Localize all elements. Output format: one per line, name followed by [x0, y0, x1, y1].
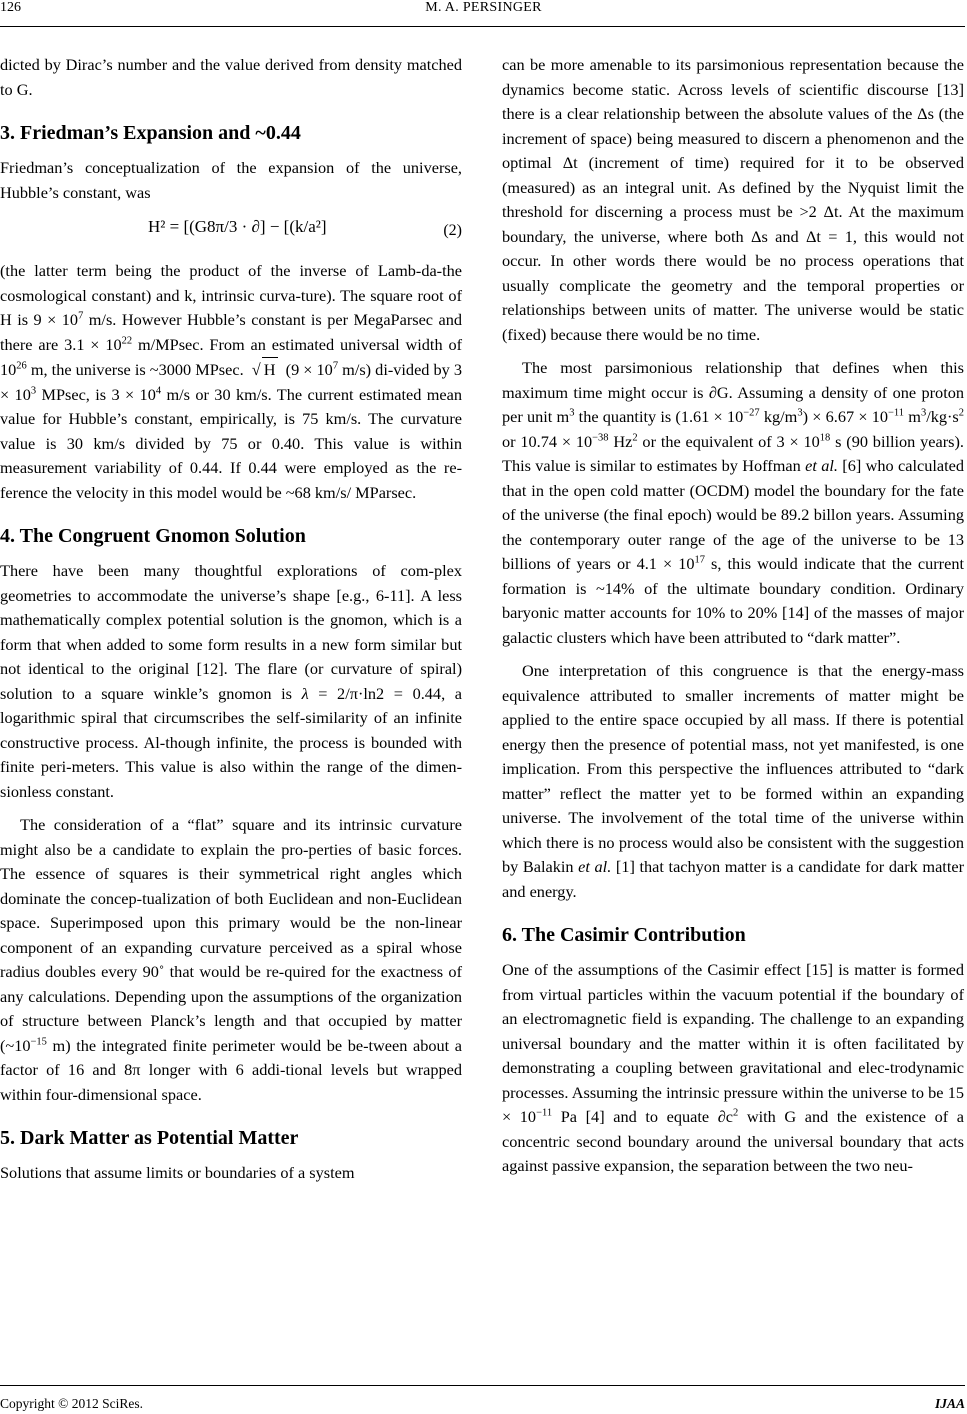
- paragraph: can be more amenable to its parsimonious representation because the dynamics become static. Across levels of scientific discourse [13] there is a clear relationship between the absolute values of the Δs (the increment of space) being measured to discern a phenomenon and the optimal Δt (increment of time) required for it to be observed (measured) as an integral unit. As defined by the Nyquist limit the threshold for discerning a process must be >2 Δt. At the maximum boundary, the universe, where both Δs and Δt = 1, this would not occur. In other words there would be no process operations that usually complicate the geometry and the temporal properties or relationships between units of matter. The universe would be static (fixed) because there would be no time.: [502, 55, 964, 344]
- section-heading-4: 4. The Congruent Gnomon Solution: [0, 525, 306, 547]
- paragraph: Friedman’s conceptualization of the expansion of the universe, Hubble’s constant, was: [0, 158, 462, 202]
- footer-copyright: Copyright © 2012 SciRes.: [0, 1396, 144, 1411]
- section-heading-3: 3. Friedman’s Expansion and ~0.44: [0, 122, 301, 144]
- left-column: [0, 53, 462, 1186]
- paragraph: (the latter term being the product of the inverse of Lamb-da-the cosmological constant) and k, intrinsic curva-ture). The square root of H is $9 \times 10^7$ m/s. However Hubble’s constant is per MegaParsec and there are $3.1 \times 10^{22}$ m/MPsec. From an estimated universal width of $10^{26}$ m, the universe is ~3000 MPsec. √ H ($9 \times 10^7$ m/s) di-vided by $3 \times 10^3$ MPsec, is $3 \times 10^4$ m/s or 30 km/s. The current estimated mean value for Hubble’s constant, empirically, is 75 km/s. The curvature value is 30 km/s divided by 75 or 0.40. This value is within measurement variability of 0.44. If 0.44 were employed as the re-ference the velocity in this model would be ~68 km/s/ MParsec.: [0, 261, 463, 502]
- right-column: [502, 53, 964, 1179]
- header-rule: [0, 26, 965, 27]
- footer-journal: IJAA: [934, 1396, 965, 1411]
- running-header-author: M. A. PERSINGER: [425, 0, 542, 15]
- equation-expression: H² = [(G8π/3 · ∂] − [(k/a²]: [148, 217, 327, 236]
- paragraph: There have been many thoughtful explorations of com-plex geometries to accommodate the universe’s shape [e.g., 6-11]. A less mathematically complex potential solution is the gnomon, which is a form that when added to some form results in a new form similar but not identical to the original [12]. The flare (or curvature of spiral) solution to a square winkle’s gnomon is λ = 2/π·ln2 = 0.44, a logarithmic spiral that circumscribes the self-similarity of an infinite constructive process. Al-though infinite, the process is bounded with finite peri-meters. This value is also within the range of the dimen-sionless constant.: [0, 561, 462, 801]
- page-number: 126: [0, 0, 21, 15]
- paragraph: dicted by Dirac’s number and the value derived from density matched to G.: [0, 55, 462, 99]
- footer-rule: [0, 1385, 965, 1386]
- equation-number: (2): [443, 222, 462, 239]
- paragraph: One interpretation of this congruence is that the energy-mass equivalence attributed to smaller increments of matter might be applied to the entire space occupied by all mass. If there is potential energy then the presence of potential mass, not yet manifested, is one implication. From this perspective the influences attributed to “dark matter” reflect the matter yet to be formed within an expanding universe. The involvement of the total time of the universe within which there is no process would also be consistent with the suggestion by Balakin et al. [1] that tachyon matter is a candidate for dark matter and energy.: [502, 661, 964, 901]
- section-heading-5: 5. Dark Matter as Potential Matter: [0, 1127, 299, 1149]
- paragraph: The most parsimonious relationship that defines when this maximum time might occur is ∂G. Assuming a density of one proton per unit $m^3$ the quantity is ($1.61 \times 10^{-27}$ $kg/m^3) \times 6.67 \times 10^{-11}$ $m^3/kg\cdot s^2$ or $10.74 \times 10^{-38}$ Hz$^2$ or the equivalent of $3 \times 10^{18}$ s (90 billion years). This value is similar to estimates by Hoffman et al. [6] who calculated that in the open cold matter (OCDM) model the boundary for the fate of the universe (the final epoch) would be 89.2 billon years. Assuming the contemporary outer range of the age of the universe to be 13 billions of years or $4.1 \times 10^{17}$ s, this would indicate that the current formation is ~14% of the ultimate boundary condition. Ordinary baryonic matter accounts for 10% to 20% [14] of the masses of major galactic clusters which have been attributed to “dark matter”.: [502, 358, 965, 647]
- equation-2: [0, 209, 462, 251]
- paragraph: Solutions that assume limits or boundaries of a system: [0, 1163, 355, 1182]
- paragraph: The consideration of a “flat” square and its intrinsic curvature might also be a candidate to explain the pro-perties of basic forces. The essence of squares is their symmetrical right angles which dominate the concep-tualization of both Euclidean and non-Euclidean space. Superimposed upon this primary would be the non-linear component of an expanding curvature perceived as a spiral whose radius doubles every 90˚ that would be re-quired for the exactness of any calculations. Depending upon the assumptions of the organization of structure between Planck’s length and that occupied by matter ($\sim 10^{-15}$ m) the integrated finite perimeter would be be-tween about a factor of 16 and 8π longer with 6 addi-tional levels but wrapped within four-dimensional space.: [0, 815, 462, 1104]
- section-heading-6: 6. The Casimir Contribution: [502, 924, 746, 946]
- paragraph: One of the assumptions of the Casimir effect [15] is matter is formed from virtual particles within the vacuum potential if the boundary of an electromagnetic field is expanding. The challenge to an expanding universal boundary and the matter within it is often facilitated by demonstrating a coupling between gravitational and elec-trodynamic processes. Assuming the intrinsic pressure within the universe to be $15 \times 10^{-11}$ Pa [4] and to equate $\partial c^2$ with G and the existence of a concentric second boundary around the universal boundary that acts against passive expansion, the separation between the two neu-: [502, 960, 964, 1175]
